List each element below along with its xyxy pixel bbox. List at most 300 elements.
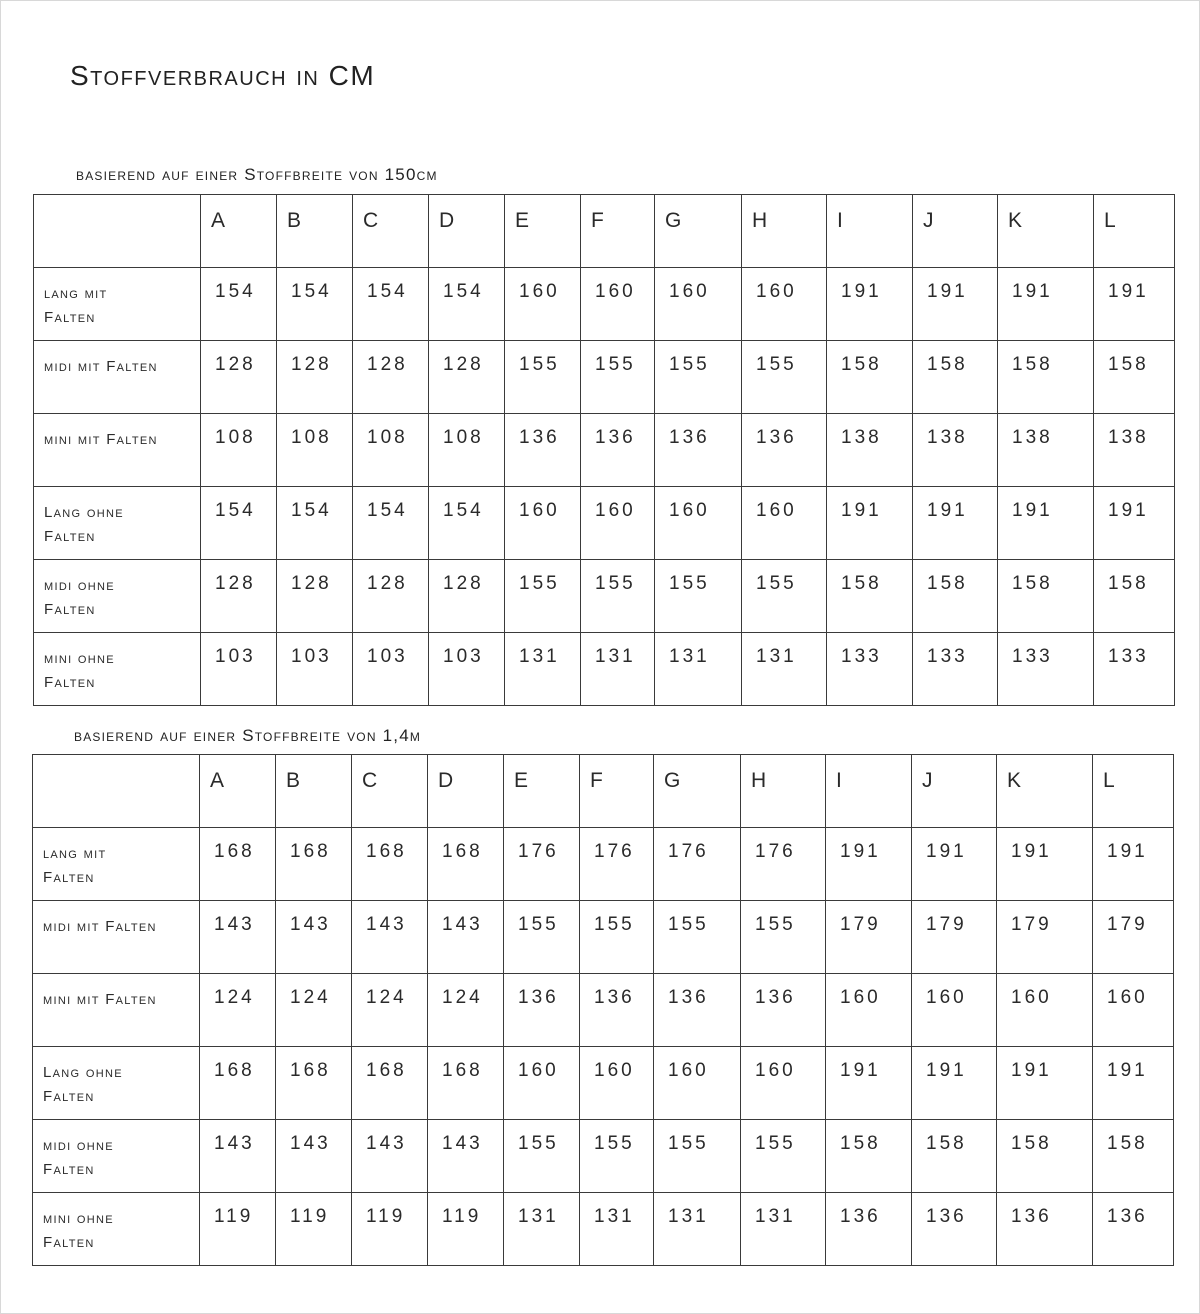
row-label-line-2: Falten [44,528,96,545]
row-label-cell [34,487,201,560]
row-label [33,828,199,890]
size-header-label: G [665,209,682,232]
value-cell [827,414,913,487]
value-cell [997,1120,1093,1193]
value-cell [912,974,997,1047]
size-header-label: I [836,769,843,792]
row-label-line-2: Falten [43,1088,95,1105]
header-row [33,755,1174,828]
value-cell [428,974,504,1047]
value-cell [998,487,1094,560]
size-header-cell [827,195,913,268]
size-header-cell [1093,755,1174,828]
value-cell [655,633,742,706]
size-header-cell [200,755,276,828]
fabric-amount: 191 [1011,841,1052,862]
row-label-cell [33,1193,200,1266]
value-cell [1093,1193,1174,1266]
row-label-line-1: lang mit [44,285,108,302]
size-header-label: B [286,769,301,792]
value-cell [997,1193,1093,1266]
size-header-label: E [514,769,529,792]
fabric-amount: 138 [1012,427,1053,448]
fabric-amount: 143 [214,914,255,935]
value-cell [580,1193,654,1266]
fabric-amount: 131 [668,1206,709,1227]
table-row [33,1193,1174,1266]
value-cell [352,1120,428,1193]
fabric-amount: 160 [519,281,560,302]
size-header-cell [428,755,504,828]
value-cell [1093,828,1174,901]
fabric-amount: 128 [367,573,408,594]
value-cell [742,414,827,487]
fabric-amount: 176 [755,841,796,862]
fabric-amount: 191 [841,500,882,521]
fabric-amount: 136 [755,987,796,1008]
row-label-cell [34,268,201,341]
table-row [33,828,1174,901]
fabric-amount: 143 [214,1133,255,1154]
size-header-cell [997,755,1093,828]
fabric-amount: 191 [926,841,967,862]
row-label-cell [33,1120,200,1193]
size-header-cell [913,195,998,268]
size-header-cell [429,195,505,268]
value-cell [998,633,1094,706]
size-header-label: D [439,209,455,232]
table-row [34,341,1175,414]
value-cell [997,974,1093,1047]
value-cell [200,974,276,1047]
fabric-amount: 108 [443,427,484,448]
value-cell [352,974,428,1047]
value-cell [580,1047,654,1120]
value-cell [201,487,277,560]
fabric-amount: 155 [518,1133,559,1154]
size-header-label: K [1007,769,1022,792]
fabric-amount: 160 [595,281,636,302]
fabric-amount: 191 [1011,1060,1052,1081]
row-label-cell [34,414,201,487]
fabric-amount: 168 [442,1060,483,1081]
value-cell [277,487,353,560]
size-header-cell [505,195,581,268]
fabric-amount: 136 [1011,1206,1052,1227]
value-cell [913,268,998,341]
row-label-line-1: Lang ohne [44,504,124,521]
size-header-label: C [363,209,379,232]
fabric-amount: 168 [214,1060,255,1081]
value-cell [655,414,742,487]
value-cell [201,414,277,487]
row-label-cell [33,1047,200,1120]
size-header-label: A [211,209,226,232]
fabric-amount: 154 [367,500,408,521]
value-cell [998,414,1094,487]
row-label [33,901,199,939]
size-header-label: F [590,769,604,792]
value-cell [505,341,581,414]
fabric-amount: 158 [1108,354,1149,375]
fabric-amount: 154 [215,500,256,521]
fabric-amount: 160 [669,500,710,521]
value-cell [429,487,505,560]
row-label-line-2: Falten [43,1234,95,1251]
fabric-amount: 131 [519,646,560,667]
fabric-amount: 155 [756,354,797,375]
value-cell [742,633,827,706]
size-header-cell [912,755,997,828]
fabric-amount: 168 [290,841,331,862]
value-cell [912,828,997,901]
value-cell [200,1047,276,1120]
value-cell [742,268,827,341]
value-cell [741,1193,826,1266]
table-row [33,1120,1174,1193]
value-cell [352,828,428,901]
value-cell [827,268,913,341]
fabric-amount: 124 [214,987,255,1008]
value-cell [276,974,352,1047]
fabric-amount: 133 [841,646,882,667]
fabric-amount: 133 [927,646,968,667]
fabric-amount: 155 [756,573,797,594]
fabric-amount: 160 [840,987,881,1008]
fabric-amount: 158 [926,1133,967,1154]
fabric-amount: 131 [518,1206,559,1227]
value-cell [826,1120,912,1193]
row-label-line-2: Falten [44,601,96,618]
fabric-amount: 128 [367,354,408,375]
table-1-subtitle: basierend auf einer Stoffbreite von 150cm [76,165,438,184]
value-cell [1093,1120,1174,1193]
fabric-amount: 179 [1107,914,1148,935]
fabric-amount: 154 [291,500,332,521]
fabric-amount: 191 [1107,841,1148,862]
value-cell [1094,341,1175,414]
fabric-amount: 119 [214,1206,254,1227]
fabric-amount: 124 [366,987,407,1008]
row-label [33,1047,199,1109]
row-label-cell [33,974,200,1047]
fabric-amount: 155 [595,573,636,594]
value-cell [200,1193,276,1266]
row-label-line-1: midi ohne [44,577,115,594]
row-label [33,974,199,1012]
value-cell [654,974,741,1047]
fabric-amount: 131 [595,646,636,667]
fabric-amount: 160 [755,1060,796,1081]
value-cell [998,341,1094,414]
table-row [33,901,1174,974]
value-cell [429,414,505,487]
value-cell [352,901,428,974]
value-cell [428,1047,504,1120]
value-cell [913,341,998,414]
fabric-amount: 158 [1012,573,1053,594]
row-label-line-2: Falten [43,1161,95,1178]
value-cell [428,1193,504,1266]
row-label-line-2: Falten [43,869,95,886]
value-cell [1093,1047,1174,1120]
fabric-amount: 158 [927,573,968,594]
size-header-label: A [210,769,225,792]
table-row [34,560,1175,633]
fabric-amount: 155 [595,354,636,375]
value-cell [580,828,654,901]
fabric-amount: 160 [926,987,967,1008]
fabric-amount: 136 [669,427,710,448]
value-cell [654,1047,741,1120]
value-cell [353,487,429,560]
value-cell [581,268,655,341]
value-cell [505,268,581,341]
fabric-amount: 154 [215,281,256,302]
value-cell [277,560,353,633]
size-header-cell [352,755,428,828]
size-header-cell [201,195,277,268]
value-cell [276,1193,352,1266]
value-cell [1093,974,1174,1047]
fabric-amount: 158 [1108,573,1149,594]
row-label-line-2: Falten [44,674,96,691]
value-cell [504,1193,580,1266]
size-header-cell [581,195,655,268]
row-label-line-2: Falten [44,309,96,326]
fabric-amount: 136 [840,1206,881,1227]
size-header-cell [742,195,827,268]
value-cell [742,560,827,633]
value-cell [200,828,276,901]
fabric-amount: 155 [669,354,710,375]
value-cell [741,1047,826,1120]
fabric-amount: 131 [756,646,797,667]
value-cell [1094,560,1175,633]
table-row [34,268,1175,341]
fabric-amount: 191 [1108,281,1149,302]
value-cell [998,268,1094,341]
value-cell [429,633,505,706]
table-row [34,487,1175,560]
fabric-amount: 155 [594,1133,635,1154]
fabric-amount: 191 [1108,500,1149,521]
value-cell [741,1120,826,1193]
row-label-line-1: mini ohne [44,650,115,667]
fabric-amount: 128 [291,573,332,594]
fabric-amount: 108 [367,427,408,448]
row-label-line-1: Lang ohne [43,1064,123,1081]
fabric-amount: 128 [215,354,256,375]
fabric-amount: 143 [290,1133,331,1154]
value-cell [429,268,505,341]
value-cell [655,268,742,341]
value-cell [655,487,742,560]
row-label-line-1: mini mit Falten [44,431,158,448]
value-cell [580,1120,654,1193]
value-cell [654,828,741,901]
fabric-amount: 128 [215,573,256,594]
size-header-cell [276,755,352,828]
value-cell [1093,901,1174,974]
fabric-amount: 191 [841,281,882,302]
fabric-amount: 179 [926,914,967,935]
fabric-amount: 128 [443,573,484,594]
table-2-subtitle: basierend auf einer Stoffbreite von 1,4m [74,726,422,745]
value-cell [429,341,505,414]
row-label-cell [34,341,201,414]
value-cell [277,414,353,487]
fabric-amount: 143 [442,914,483,935]
fabric-amount: 176 [668,841,709,862]
value-cell [581,560,655,633]
fabric-amount: 168 [442,841,483,862]
fabric-amount: 155 [668,1133,709,1154]
fabric-amount: 143 [366,1133,407,1154]
size-header-label: J [923,209,934,232]
size-header-cell [826,755,912,828]
size-header-label: F [591,209,605,232]
size-header-cell [655,195,742,268]
value-cell [826,828,912,901]
fabric-table-1-4m [32,754,1174,1266]
size-header-label: L [1103,769,1116,792]
row-label [34,414,200,452]
fabric-amount: 168 [366,1060,407,1081]
fabric-amount: 191 [927,500,968,521]
row-label-cell [34,560,201,633]
fabric-amount: 103 [215,646,256,667]
fabric-amount: 154 [291,281,332,302]
fabric-amount: 136 [668,987,709,1008]
row-label [34,268,200,330]
value-cell [1094,414,1175,487]
value-cell [504,828,580,901]
value-cell [353,633,429,706]
fabric-amount: 155 [755,914,796,935]
size-header-label: B [287,209,302,232]
fabric-amount: 191 [840,1060,881,1081]
value-cell [912,1120,997,1193]
row-label [34,341,200,379]
size-header-label: D [438,769,454,792]
fabric-amount: 136 [756,427,797,448]
fabric-amount: 138 [927,427,968,448]
value-cell [741,828,826,901]
value-cell [654,1120,741,1193]
fabric-amount: 168 [214,841,255,862]
row-label-line-1: mini ohne [43,1210,114,1227]
value-cell [428,901,504,974]
size-header-label: C [362,769,378,792]
value-cell [504,974,580,1047]
fabric-amount: 191 [926,1060,967,1081]
fabric-amount: 131 [669,646,710,667]
value-cell [827,560,913,633]
fabric-amount: 168 [290,1060,331,1081]
value-cell [277,268,353,341]
fabric-amount: 136 [519,427,560,448]
value-cell [504,1120,580,1193]
value-cell [826,1193,912,1266]
size-header-label: K [1008,209,1023,232]
fabric-amount: 155 [755,1133,796,1154]
fabric-amount: 160 [1107,987,1148,1008]
row-label-line-1: lang mit [43,845,107,862]
fabric-amount: 108 [291,427,332,448]
value-cell [276,901,352,974]
size-header-cell [277,195,353,268]
fabric-amount: 191 [1107,1060,1148,1081]
fabric-amount: 191 [840,841,881,862]
value-cell [429,560,505,633]
fabric-amount: 176 [594,841,635,862]
row-label-cell [33,901,200,974]
fabric-amount: 133 [1012,646,1053,667]
value-cell [742,487,827,560]
fabric-amount: 158 [841,573,882,594]
table-row [33,1047,1174,1120]
fabric-amount: 119 [442,1206,482,1227]
fabric-amount: 160 [668,1060,709,1081]
row-label-cell [33,828,200,901]
value-cell [913,560,998,633]
value-cell [353,414,429,487]
row-label [34,633,200,695]
value-cell [352,1047,428,1120]
value-cell [505,560,581,633]
fabric-amount: 155 [519,354,560,375]
value-cell [201,633,277,706]
fabric-amount: 155 [668,914,709,935]
header-row [34,195,1175,268]
table-row [33,974,1174,1047]
size-header-cell [1094,195,1175,268]
fabric-amount: 158 [1107,1133,1148,1154]
row-label [34,487,200,549]
fabric-amount: 136 [926,1206,967,1227]
value-cell [997,828,1093,901]
fabric-amount: 143 [442,1133,483,1154]
fabric-amount: 179 [840,914,881,935]
value-cell [505,487,581,560]
value-cell [997,1047,1093,1120]
size-header-label: L [1104,209,1117,232]
row-label-cell [34,633,201,706]
value-cell [201,268,277,341]
size-header-cell [741,755,826,828]
value-cell [277,633,353,706]
fabric-amount: 155 [519,573,560,594]
fabric-amount: 176 [518,841,559,862]
fabric-amount: 143 [290,914,331,935]
fabric-amount: 124 [290,987,331,1008]
size-header-cell [580,755,654,828]
value-cell [504,901,580,974]
fabric-amount: 103 [291,646,332,667]
fabric-amount: 136 [518,987,559,1008]
value-cell [353,268,429,341]
fabric-amount: 133 [1108,646,1149,667]
value-cell [654,1193,741,1266]
size-header-label: H [751,769,767,792]
fabric-amount: 128 [443,354,484,375]
size-header-label: I [837,209,844,232]
value-cell [505,414,581,487]
fabric-amount: 160 [756,281,797,302]
fabric-amount: 128 [291,354,332,375]
fabric-amount: 138 [1108,427,1149,448]
